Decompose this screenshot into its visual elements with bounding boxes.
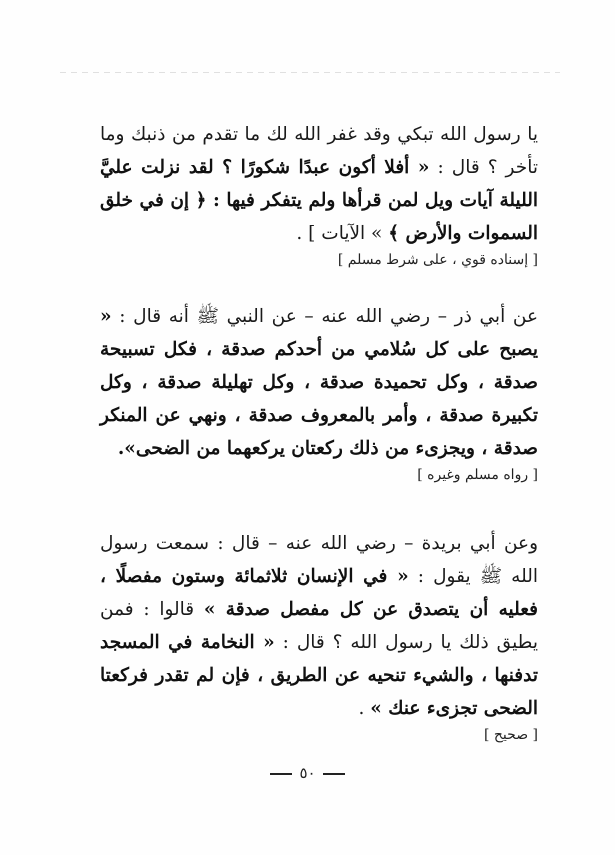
p3-hadith-quote-1: « في الإنسان ثلاثمائة وستون مفصلًا ، فعليه أن يتصدق عن كل مفصل صدقة » xyxy=(100,566,538,620)
p3-narration: وعن أبي بريدة – رضي الله عنه – قال : سمعت رسول الله ﷺ يقول : xyxy=(100,533,538,587)
p1-ending: » الآيات ] . xyxy=(296,223,389,244)
p2-source-citation: [ رواه مسلم وغيره ] xyxy=(417,467,538,483)
scan-artifact-line xyxy=(60,72,560,73)
p1-narration: يا رسول الله تبكي وقد غفر الله لك ما تقدم من ذنبك وما تأخر ؟ قال : xyxy=(100,124,538,178)
footer-dash-left xyxy=(270,773,292,775)
paragraph-3 xyxy=(100,527,538,725)
p3-hadith-quote-2: « النخامة في المسجد تدفنها ، والشيء تنحيه عن الطريق ، فإن لم تقدر فركعتا الضحى تجزىء عنك » xyxy=(100,632,538,719)
hadith-block-3 xyxy=(100,527,538,751)
p2-narration: عن أبي ذر – رضي الله عنه – عن النبي ﷺ أنه قال : xyxy=(111,306,538,327)
p3-question: قالوا : فمن يطيق ذلك يا رسول الله ؟ قال : xyxy=(100,599,539,653)
p2-hadith-quote: « يصبح على كل سُلامي من أحدكم صدقة ، فكل تسبيحة صدقة ، وكل تحميدة صدقة ، وكل تهليلة صدقة ، وكل تكبيرة صدقة ، وأمر بالمعروف صدقة ، ونهي عن المنكر صدقة ، ويجزىء من ذلك ركعتان يركعهما من الضحى». xyxy=(100,306,538,459)
paragraph-2 xyxy=(100,300,538,465)
hadith-block-2 xyxy=(100,300,538,491)
p3-ending: . xyxy=(358,698,371,719)
p1-hadith-quote: « أفلا أكون عبدًا شكورًا ؟ لقد نزلت عليَّ الليلة آيات ويل لمن قرأها ولم يتفكر فيها : ﴿ إن في خلق السموات والأرض ﴾ xyxy=(100,157,538,244)
page-footer xyxy=(0,764,615,782)
footer-dash-right xyxy=(323,773,345,775)
p3-source-citation: [ صحيح ] xyxy=(483,727,538,743)
paragraph-1 xyxy=(100,118,538,250)
p1-source-citation: [ إسناده قوي ، على شرط مسلم ] xyxy=(337,252,538,268)
page-number: ٥٠ xyxy=(299,764,316,782)
hadith-block-1 xyxy=(100,118,538,276)
